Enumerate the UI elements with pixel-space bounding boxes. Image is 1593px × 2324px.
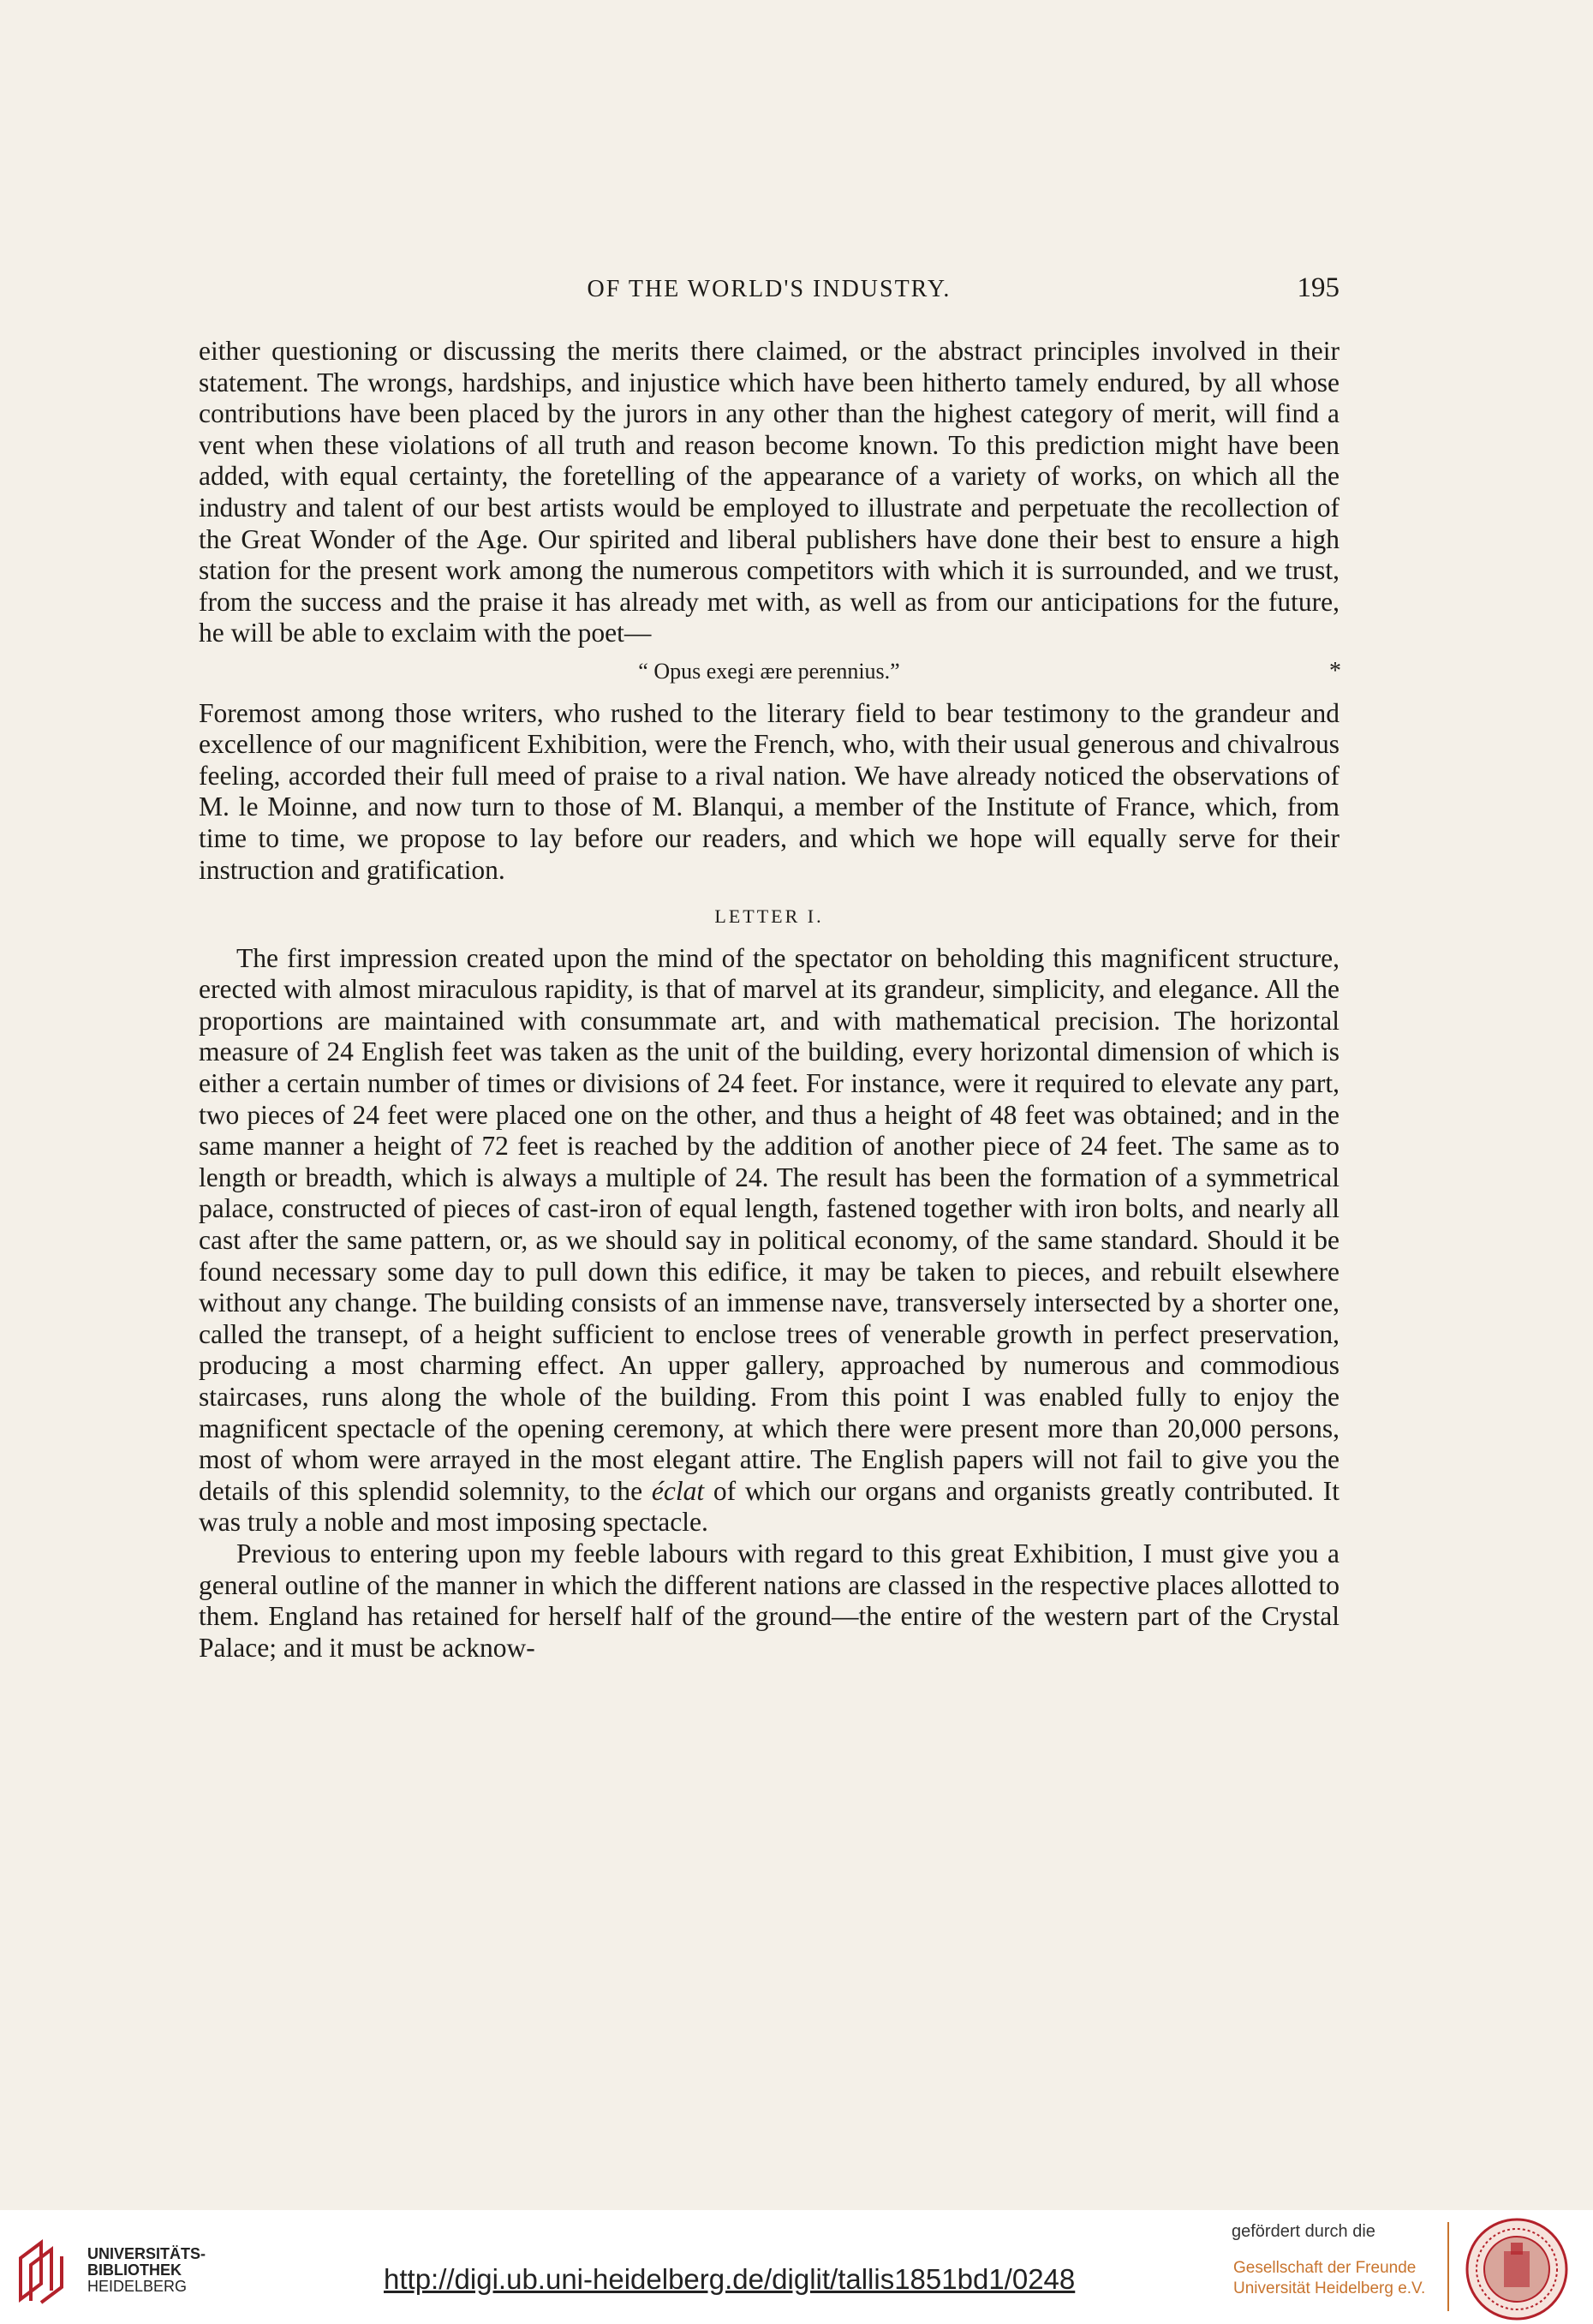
- paragraph-3: [199, 943, 1339, 1538]
- running-head: OF THE WORLD'S INDUSTRY.: [587, 276, 952, 302]
- paragraph-4: Previous to entering upon my feeble labours with regard to this great Exhibition, I must give you a general outline of the manner in which the different nations are classed in the respective places allotted to them. England has retained for herself half of the ground—the entire of the western part of the Crystal Palace; and it must be acknow-: [199, 1538, 1339, 1663]
- permalink-url[interactable]: http://digi.ub.uni-heidelberg.de/diglit/tallis1851bd1/0248: [384, 2263, 1076, 2295]
- sponsor-name: [1233, 2258, 1425, 2299]
- sponsor-line1: Gesellschaft der Freunde: [1233, 2259, 1417, 2277]
- digitization-footer: [0, 2210, 1593, 2324]
- footer-divider: [1447, 2222, 1449, 2311]
- page-number: 195: [1297, 272, 1339, 303]
- paragraph-2: Foremost among those writers, who rushed to the literary field to bear testimony to the grandeur and excellence of our magnificent Exhibition, were the French, who, with their usual generous and chivalrous feeling, accorded their full meed of praise to a rival nation. We have already noticed the observations of M. le Moinne, and now turn to those of M. Blanqui, a member of the Institute of France, which, from time to time, we propose to lay before our readers, and which we hope will equally serve for their instruction and gratification.: [199, 697, 1339, 885]
- latin-quote: [199, 656, 1339, 688]
- paragraph-3-text-a: The first impression created upon the mind of the spectator on beholding this magnificent structure, erected with almost miraculous rapidity, is that of marvel at its grandeur, simplicity, and elegance. All the proportions are maintained with consummate art, and with mathematical precision. The horizontal measure of 24 English feet was taken as the unit of the building, every horizontal dimension of which is either a certain number of times or divisions of 24 feet. For instance, were it required to elevate any part, two pieces of 24 feet were placed one on the other, and thus a height of 48 feet was obtained; and in the same manner a height of 72 feet is reached by the addition of another piece of 24 feet. The same as to length or breadth, which is always a multiple of 24. The result has been the formation of a symmetrical palace, constructed of pieces of cast-iron of equal length, fastened together with iron bolts, and nearly all cast after the same pattern, or, as we should say in political economy, of the same standard. Should it be found necessary some day to pull down this edifice, it may be taken to pieces, and rebuilt elsewhere without any change. The building consists of an immense nave, transversely intersected by a shorter one, called the transept, of a height sufficient to enclose trees of venerable growth in perfect preservation, producing a most charming effect. An upper gallery, approached by numerous and commodious staircases, runs along the whole of the building. From this point I was enabled fully to enjoy the magnificent spectacle of the opening ceremony, at which there were present more than 20,000 persons, most of whom were arrayed in the most elegant attire. The English papers will not fail to give you the details of this splendid solemnity, to the: [199, 942, 1339, 1506]
- eclat-italic: éclat: [651, 1475, 705, 1506]
- ub-heidelberg-logo-icon: [15, 2236, 72, 2304]
- university-seal-icon: [1465, 2217, 1569, 2321]
- library-name-line1: UNIVERSITÄTS-: [87, 2245, 206, 2262]
- library-name-line2: BIBLIOTHEK: [87, 2261, 182, 2279]
- library-name-line3: HEIDELBERG: [87, 2278, 188, 2295]
- library-name: [87, 2246, 206, 2295]
- quote-text: “ Opus exegi ære perennius.”: [638, 658, 900, 684]
- paragraph-1: either questioning or discussing the merits there claimed, or the abstract principles involved in their statement. The wrongs, hardships, and injustice which have been hitherto tamely endured, by all whose contributions have been placed by the jurors in any other than the highest category of merit, will find a vent when these violations of all truth and reason become known. To this prediction might have been added, with equal certainty, the foretelling of the appearance of a variety of works, on which all the industry and talent of our best artists would be employed to illustrate and perpetuate the recollection of the Great Wonder of the Age. Our spirited and liberal publishers have done their best to ensure a high station for the present work among the numerous competitors with which it is surrounded, and we trust, from the success and the praise it has already met with, as well as from our anticipations for the future, he will be able to exclaim with the poet—: [199, 336, 1339, 648]
- asterisk-mark: *: [1329, 657, 1341, 684]
- letter-heading: LETTER I.: [714, 905, 824, 928]
- sponsor-label: gefördert durch die: [1232, 2222, 1375, 2241]
- paragraph-3-text-b: of which our organs and organists greatly contributed. It was truly a noble and most imposing spectacle.: [199, 1475, 1339, 1538]
- sponsor-line2: Universität Heidelberg e.V.: [1233, 2279, 1426, 2297]
- page-header: [199, 272, 1339, 319]
- body-text: [199, 336, 1339, 1664]
